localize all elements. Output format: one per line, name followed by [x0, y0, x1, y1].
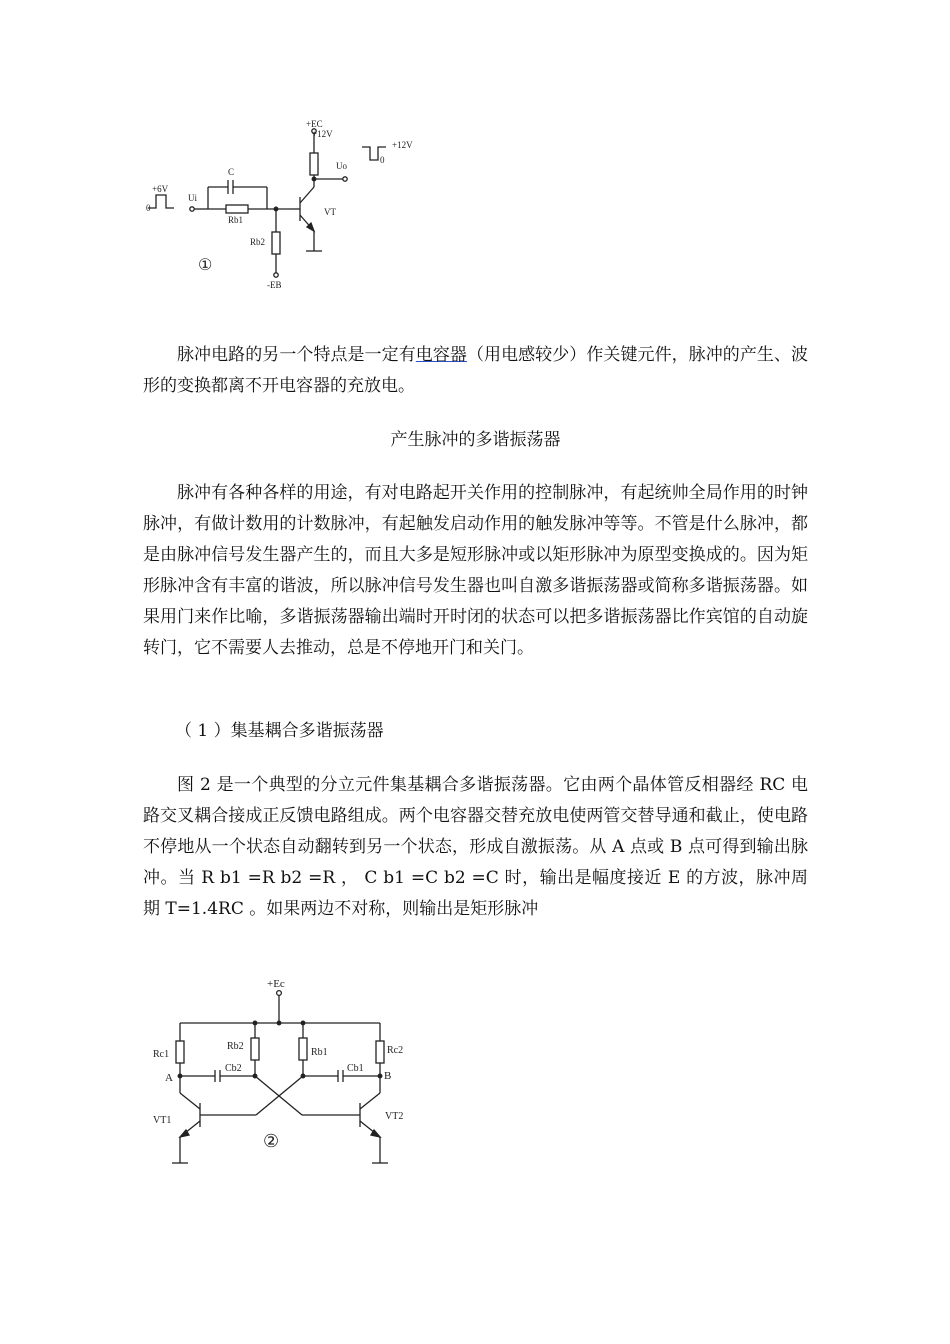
- paragraph-1-text-a: 脉冲电路的另一个特点是一定有: [177, 345, 416, 365]
- fig1-label-out-high: +12V: [392, 140, 413, 150]
- fig1-label-rb2: Rb2: [250, 237, 266, 247]
- figure-1-circuit: [140, 115, 430, 295]
- fig2-label-vt2: VT2: [385, 1111, 404, 1122]
- fig2-label-rc2: Rc2: [387, 1045, 404, 1056]
- fig1-label-in-high: +6V: [152, 184, 169, 194]
- fig2-label-rc1: Rc1: [153, 1049, 170, 1060]
- fig1-label-ec-volts: +12V: [312, 129, 333, 139]
- fig1-label-neg-e: -EB: [267, 280, 282, 290]
- paragraph-3: 图 2 是一个典型的分立元件集基耦合多谐振荡器。它由两个晶体管反相器经 RC 电路交叉耦合接成正反馈电路组成。两个电容器交替充放电使两管交替导通和截止，使电路不停地从一个状态自动翻转到另一个状态，形成自激振荡。从 A 点或 B 点可得到输出脉冲。当 R b1 =R b2 =R ， C b1 =C b2 =C 时，输出是幅度接近 E 的方波，脉冲周期 T=1.4RC 。如果两边不对称，则输出是矩形脉冲: [143, 775, 808, 919]
- fig2-label-b: B: [384, 1070, 392, 1082]
- fig1-label-ui: Ui: [188, 193, 197, 203]
- fig1-number: ①: [198, 257, 213, 274]
- fig1-label-ec: +EC: [306, 119, 323, 129]
- section-title: 产生脉冲的多谐振荡器: [390, 430, 561, 450]
- figure-2-circuit: [145, 975, 415, 1180]
- paragraph-1-text-b: （用电感较少）作关键元件，脉冲的产生、波形的变换都离不开电容器的充放电。: [143, 345, 809, 396]
- fig2-label-vt1: VT1: [153, 1115, 172, 1126]
- fig1-label-c: C: [228, 167, 235, 177]
- fig1-label-in-low: 0: [146, 203, 151, 213]
- paragraph-2: 脉冲有各种各样的用途，有对电路起开关作用的控制脉冲，有起统帅全局作用的时钟脉冲，有做计数用的计数脉冲，有起触发启动作用的触发脉冲等等。不管是什么脉冲，都是由脉冲信号发生器产生的，而且大多是短形脉冲或以矩形脉冲为原型变换成的。因为矩形脉冲含有丰富的谐波，所以脉冲信号发生器也叫自激多谐振荡器或简称多谐振荡器。如果用门来作比喻，多谐振荡器输出端时开时闭的状态可以把多谐振荡器比作宾馆的自动旋转门，它不需要人去推动，总是不停地开门和关门。: [143, 483, 808, 658]
- fig2-label-rb2: Rb2: [227, 1041, 244, 1052]
- subsection-title: （ 1 ）集基耦合多谐振荡器: [175, 721, 384, 741]
- fig2-label-cb1: Cb1: [347, 1063, 364, 1074]
- fig2-label-cb2: Cb2: [225, 1063, 242, 1074]
- fig2-label-a: A: [165, 1072, 173, 1084]
- fig2-label-rb1: Rb1: [311, 1047, 328, 1058]
- fig1-label-vt: VT: [324, 207, 336, 217]
- fig2-number: ②: [263, 1131, 280, 1151]
- fig1-label-rb1: Rb1: [228, 215, 244, 225]
- fig1-label-out-low: 0: [380, 155, 385, 165]
- fig2-label-ec: +Ec: [267, 978, 285, 990]
- fig1-label-uo: Uo: [336, 161, 347, 171]
- capacitor-link[interactable]: 电容器: [415, 345, 467, 365]
- paragraph-1: [143, 340, 808, 402]
